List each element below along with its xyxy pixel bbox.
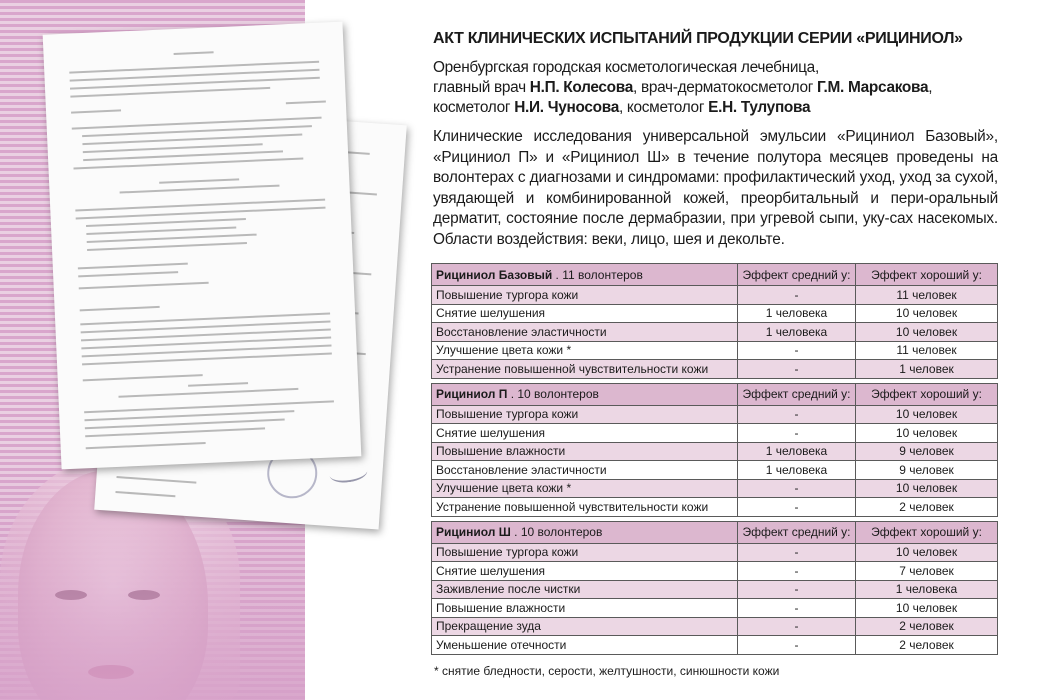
effect-label: Повышение влажности: [432, 442, 738, 461]
good-effect-value: 7 человек: [856, 562, 998, 581]
good-effect-value: 10 человек: [856, 405, 998, 424]
average-effect-value: 1 человека: [738, 304, 856, 323]
authors-block: Оренбургская городская косметологическая лечебница, главный врач Н.П. Колесова, врач-дерматокосметолог Г.М. Марсакова, косметолог Н.И. Чуносова, косметолог Е.Н. Тулупова: [433, 59, 933, 116]
results-table: [431, 521, 998, 655]
table-row: [432, 442, 998, 461]
table-row: [432, 562, 998, 581]
column-header-avg: Эффект средний у:: [738, 521, 856, 543]
table-row: [432, 498, 998, 517]
document-title: АКТ КЛИНИЧЕСКИХ ИСПЫТАНИЙ ПРОДУКЦИИ СЕРИИ «РИЦИНИОЛ»: [433, 30, 963, 47]
average-effect-value: 1 человека: [738, 461, 856, 480]
effect-label: Восстановление эластичности: [432, 461, 738, 480]
average-effect-value: -: [738, 617, 856, 636]
good-effect-value: 1 человек: [856, 360, 998, 379]
volunteer-count: . 11 волонтеров: [552, 267, 643, 282]
table-row: [432, 479, 998, 498]
effect-label: Снятие шелушения: [432, 424, 738, 443]
good-effect-value: 10 человек: [856, 479, 998, 498]
effect-label: Заживление после чистки: [432, 580, 738, 599]
dermatologist-name: Г.М. Марсакова: [817, 79, 929, 96]
volunteer-count: . 10 волонтеров: [507, 387, 599, 401]
table-header-row: [432, 264, 998, 286]
average-effect-value: -: [738, 479, 856, 498]
average-effect-value: -: [738, 580, 856, 599]
column-header-good: Эффект хороший у:: [856, 521, 998, 543]
good-effect-value: 11 человек: [856, 341, 998, 360]
table-header-row: [432, 383, 998, 405]
average-effect-value: -: [738, 341, 856, 360]
good-effect-value: 10 человек: [856, 543, 998, 562]
column-header-avg: Эффект средний у:: [738, 264, 856, 286]
average-effect-value: -: [738, 360, 856, 379]
effect-label: Снятие шелушения: [432, 304, 738, 323]
table-row: [432, 360, 998, 379]
table-row: [432, 341, 998, 360]
table-row: [432, 304, 998, 323]
effect-label: Улучшение цвета кожи *: [432, 341, 738, 360]
good-effect-value: 9 человек: [856, 442, 998, 461]
good-effect-value: 9 человек: [856, 461, 998, 480]
average-effect-value: -: [738, 636, 856, 655]
good-effect-value: 2 человек: [856, 636, 998, 655]
institution: Оренбургская городская косметологическая лечебница,: [433, 59, 819, 76]
table-row: [432, 424, 998, 443]
effect-label: Прекращение зуда: [432, 617, 738, 636]
good-effect-value: 2 человек: [856, 617, 998, 636]
product-name-cell: [432, 521, 738, 543]
study-description: Клинические исследования универсальной эмульсии «Рициниол Базовый», «Рициниол П» и «Рициниол Ш» в течение полутора месяцев проведены на волонтерах с диагнозами и синдромами: профилактический уход, уход за сухой, увядающей и комбинированной кожей, преорбитальный и пери-оральный дерматит, состояние после дермабразии, при угревой сыпи, уку-сах насекомых. Области воздействия: веки, лицо, шея и декольте.: [433, 128, 998, 248]
good-effect-value: 10 человек: [856, 304, 998, 323]
footnote: * снятие бледности, серости, желтушности, синюшности кожи: [434, 664, 780, 678]
effect-label: Уменьшение отечности: [432, 636, 738, 655]
average-effect-value: -: [738, 424, 856, 443]
signature-mark: [328, 462, 368, 485]
average-effect-value: -: [738, 543, 856, 562]
good-effect-value: 10 человек: [856, 599, 998, 618]
table-row: [432, 405, 998, 424]
table-row: [432, 543, 998, 562]
effect-label: Устранение повышенной чувствительности кожи: [432, 360, 738, 379]
column-header-avg: Эффект средний у:: [738, 383, 856, 405]
table-row: [432, 286, 998, 305]
product-name-cell: [432, 383, 738, 405]
effect-label: Повышение тургора кожи: [432, 405, 738, 424]
product-name: Рициниол Базовый: [436, 267, 553, 282]
table-row: [432, 461, 998, 480]
chief-doctor-name: Н.П. Колесова: [529, 79, 634, 96]
average-effect-value: -: [738, 562, 856, 581]
good-effect-value: 10 человек: [856, 323, 998, 342]
effect-label: Повышение тургора кожи: [432, 543, 738, 562]
table-row: [432, 599, 998, 618]
effect-label: Снятие шелушения: [432, 562, 738, 581]
good-effect-value: 10 человек: [856, 424, 998, 443]
product-name-cell: [432, 264, 738, 286]
effect-label: Повышение влажности: [432, 599, 738, 618]
column-header-good: Эффект хороший у:: [856, 264, 998, 286]
results-table: [431, 383, 998, 517]
cosmetologist-2-name: Е.Н. Тулупова: [708, 99, 811, 116]
good-effect-value: 1 человека: [856, 580, 998, 599]
good-effect-value: 11 человек: [856, 286, 998, 305]
effect-label: Повышение тургора кожи: [432, 286, 738, 305]
results-table: [431, 263, 998, 379]
effect-label: Устранение повышенной чувствительности кожи: [432, 498, 738, 517]
average-effect-value: 1 человека: [738, 323, 856, 342]
table-header-row: [432, 521, 998, 543]
average-effect-value: -: [738, 599, 856, 618]
average-effect-value: -: [738, 498, 856, 517]
column-header-good: Эффект хороший у:: [856, 383, 998, 405]
table-row: [432, 580, 998, 599]
average-effect-value: 1 человека: [738, 442, 856, 461]
effect-label: Восстановление эластичности: [432, 323, 738, 342]
product-name: Рициниол Ш: [436, 525, 511, 539]
effect-label: Улучшение цвета кожи *: [432, 479, 738, 498]
product-name: Рициниол П: [436, 387, 508, 401]
table-row: [432, 636, 998, 655]
volunteer-count: . 10 волонтеров: [510, 525, 603, 539]
scanned-document-page-1: [43, 22, 362, 470]
good-effect-value: 2 человек: [856, 498, 998, 517]
results-tables: [431, 263, 997, 659]
average-effect-value: -: [738, 286, 856, 305]
cosmetologist-1-name: Н.И. Чуносова: [514, 99, 619, 116]
article-content: [433, 30, 998, 251]
average-effect-value: -: [738, 405, 856, 424]
table-row: [432, 617, 998, 636]
table-row: [432, 323, 998, 342]
